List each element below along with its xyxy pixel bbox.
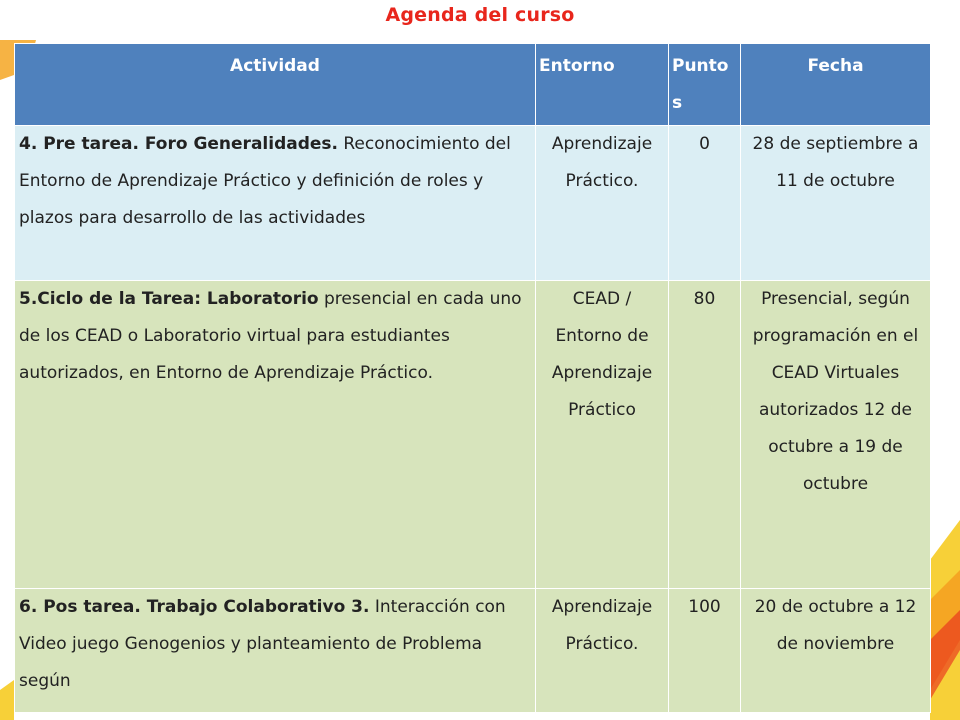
cell-entorno: Aprendizaje Práctico. (536, 126, 669, 281)
cell-actividad (15, 589, 536, 713)
cell-actividad (15, 126, 536, 281)
cell-actividad (15, 281, 536, 589)
actividad-title: 6. Pos tarea. Trabajo Colaborativo 3. (19, 597, 370, 617)
actividad-title: 4. Pre tarea. Foro Generalidades. (19, 134, 338, 154)
actividad-title: 5.Ciclo de la Tarea: Laboratorio (19, 289, 319, 309)
cell-entorno: Aprendizaje Práctico. (536, 589, 669, 713)
actividad-description: Reconocimiento del Entorno de Aprendizaje Práctico y definición de roles y plazos para desarrollo de las actividades (19, 134, 511, 228)
cell-fecha: 28 de septiembre a 11 de octubre (741, 126, 931, 281)
header-fecha: Fecha (741, 44, 931, 126)
actividad-description: presencial en cada uno de los CEAD o Laboratorio virtual para estudiantes autorizados, en Entorno de Aprendizaje Práctico. (19, 289, 522, 383)
cell-entorno: CEAD / Entorno de Aprendizaje Práctico (536, 281, 669, 589)
cell-puntos: 0 (669, 126, 741, 281)
cell-puntos: 100 (669, 589, 741, 713)
header-actividad: Actividad (15, 44, 536, 126)
page-title: Agenda del curso (385, 4, 575, 26)
cell-fecha: Presencial, según programación en el CEAD Virtuales autorizados 12 de octubre a 19 de octubre (741, 281, 931, 589)
table-row (15, 281, 931, 589)
cell-puntos: 80 (669, 281, 741, 589)
table-header-row (15, 44, 931, 126)
agenda-table (14, 43, 931, 713)
header-entorno: Entorno (536, 44, 669, 126)
table-row (15, 126, 931, 281)
actividad-description: Interacción con Video juego Genogenios y planteamiento de Problema según (19, 597, 506, 691)
cell-fecha: 20 de octubre a 12 de noviembre (741, 589, 931, 713)
table-row (15, 589, 931, 713)
header-puntos: Puntos (669, 44, 741, 126)
